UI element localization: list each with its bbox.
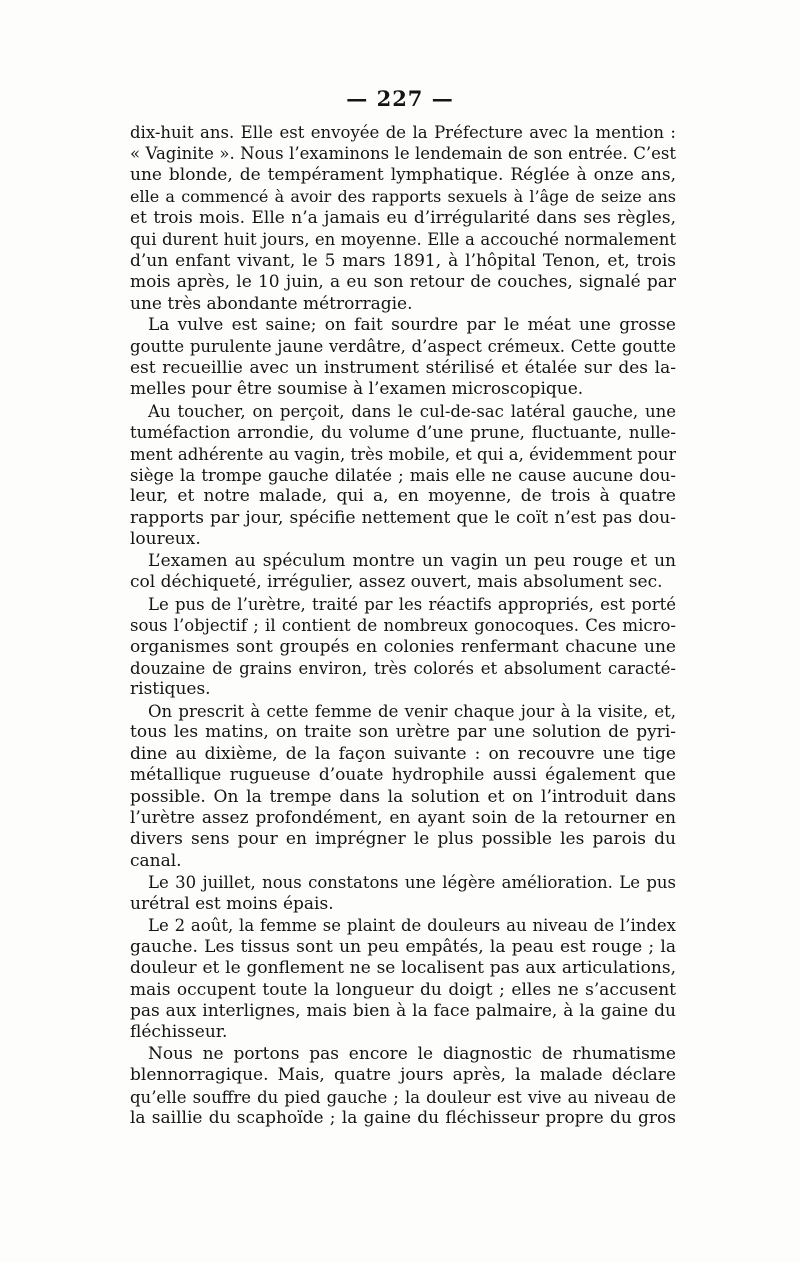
- text-line: Au toucher, on perçoit, dans le cul-de-sac latéral gauche, une: [148, 401, 676, 421]
- text-line: sous l’objectif ; il contient de nombreux gonocoques. Ces micro-: [130, 616, 676, 636]
- text-line: qui durent huit jours, en moyenne. Elle a accouché normalement: [130, 230, 676, 250]
- text-line: canal.: [130, 850, 182, 871]
- text-line: rapports par jour, spécifie nettement que le coït n’est pas dou-: [130, 507, 676, 528]
- text-line: siège la trompe gauche dilatée ; mais elle ne cause aucune dou-: [130, 466, 676, 485]
- text-line: mois après, le 10 juin, a eu son retour de couches, signalé par: [130, 272, 676, 293]
- text-line: mais occupent toute la longueur du doigt ; elles ne s’accusent: [130, 979, 676, 1000]
- text-line: leur, et notre malade, qui a, en moyenne, de trois à quatre: [130, 486, 676, 507]
- text-line: elle a commencé à avoir des rapports sexuels à l’âge de seize ans: [130, 187, 676, 207]
- text-line: est recueillie avec un instrument stérilisé et étalée sur des la-: [130, 357, 676, 378]
- text-line: divers sens pour en imprégner le plus possible les parois du: [130, 829, 676, 850]
- text-line: gauche. Les tissus sont un peu empâtés, la peau est rouge ; la: [130, 936, 676, 957]
- text-line: Nous ne portons pas encore le diagnostic de rhumatisme: [148, 1043, 676, 1064]
- text-line: « Vaginite ». Nous l’examinons le lendemain de son entrée. C’est: [130, 144, 676, 164]
- text-line: tous les matins, on traite son urètre par une solution de pyri-: [130, 722, 676, 743]
- text-line: Le 2 août, la femme se plaint de douleurs au niveau de l’index: [148, 916, 676, 936]
- text-line: tuméfaction arrondie, du volume d’une prune, fluctuante, nulle-: [130, 423, 676, 443]
- text-line: métallique rugueuse d’ouate hydrophile aussi également que: [130, 765, 676, 786]
- text-line: dine au dixième, de la façon suivante : on recouvre une tige: [130, 743, 676, 764]
- text-line: On prescrit à cette femme de venir chaque jour à la visite, et,: [148, 701, 676, 721]
- text-line: L’examen au spéculum montre un vagin un peu rouge et un: [148, 550, 676, 571]
- text-line: Le 30 juillet, nous constatons une légère amélioration. Le pus: [148, 873, 676, 893]
- text-line: goutte purulente jaune verdâtre, d’aspect crémeux. Cette goutte: [130, 337, 676, 357]
- text-line: la saillie du scaphoïde ; la gaine du fléchisseur propre du gros: [130, 1108, 676, 1129]
- text-line: organismes sont groupés en colonies renfermant chacune une: [130, 636, 676, 657]
- text-line: et trois mois. Elle n’a jamais eu d’irrégularité dans ses règles,: [130, 207, 676, 228]
- text-line: melles pour être soumise à l’examen microscopique.: [130, 379, 584, 400]
- text-line: une blonde, de tempérament lymphatique. Réglée à onze ans,: [130, 164, 676, 185]
- text-line: blennorragique. Mais, quatre jours après, la malade déclare: [130, 1065, 676, 1086]
- text-line: dix-huit ans. Elle est envoyée de la Préfecture avec la mention :: [130, 123, 676, 142]
- text-line: ristiques.: [130, 679, 211, 700]
- text-line: possible. On la trempe dans la solution et on l’introduit dans: [130, 786, 676, 807]
- text-line: pas aux interlignes, mais bien à la face palmaire, à la gaine du: [130, 1000, 676, 1021]
- text-line: douleur et le gonflement ne se localisent pas aux articulations,: [130, 958, 676, 979]
- text-line: La vulve est saine; on fait sourdre par le méat une grosse: [148, 314, 676, 335]
- text-line: Le pus de l’urètre, traité par les réactifs appropriés, est porté: [148, 594, 676, 614]
- text-line: fléchisseur.: [130, 1022, 228, 1043]
- text-line: ment adhérente au vagin, très mobile, et qui a, évidemment pour: [130, 444, 676, 464]
- page-number: — 227 —: [346, 86, 454, 111]
- text-line: une très abondante métrorragie.: [130, 293, 413, 314]
- text-line: l’urètre assez profondément, en ayant soin de la retourner en: [130, 808, 676, 828]
- text-line: urétral est moins épais.: [130, 893, 334, 914]
- text-line: qu’elle souffre du pied gauche ; la douleur est vive au niveau de: [130, 1087, 676, 1107]
- body-text: [130, 122, 676, 1130]
- text-line: douzaine de grains environ, très colorés et absolument caracté-: [130, 658, 676, 678]
- text-line: col déchiqueté, irrégulier, assez ouvert, mais absolument sec.: [130, 572, 663, 593]
- text-line: loureux.: [130, 529, 201, 550]
- text-line: d’un enfant vivant, le 5 mars 1891, à l’hôpital Tenon, et, trois: [130, 250, 676, 271]
